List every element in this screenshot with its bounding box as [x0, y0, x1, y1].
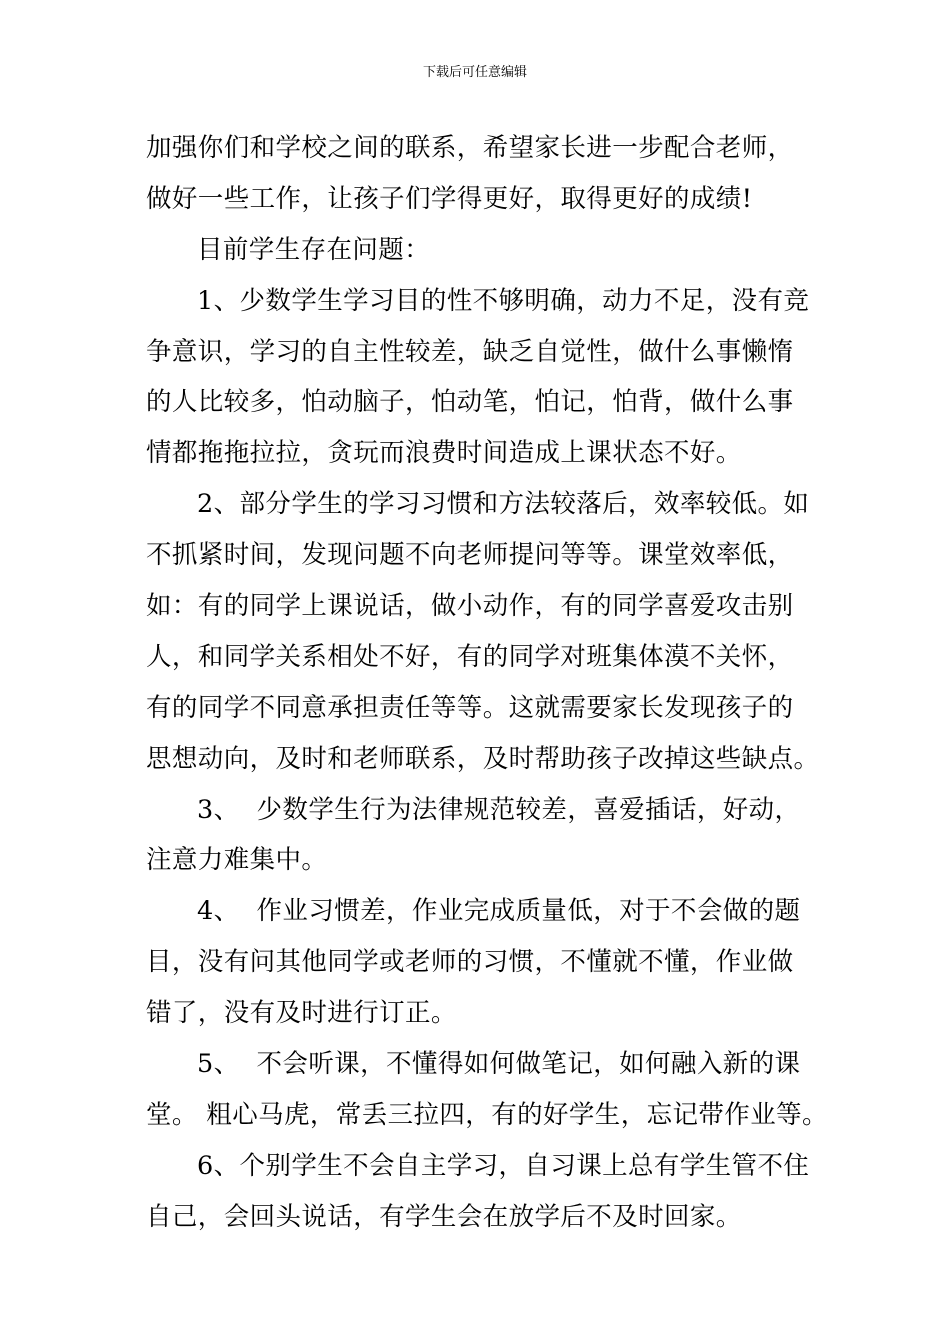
page-header: 下载后可任意编辑 [422, 65, 527, 80]
text-line: 的人比较多，怕动脑子，怕动笔，怕记，怕背，做什么事 [146, 387, 794, 418]
document-body [146, 123, 828, 1243]
paragraph-item-4 [146, 886, 816, 1039]
paragraph-intro [146, 123, 816, 225]
paragraph-item-3 [146, 785, 816, 887]
text-line: 6、个别学生不会自主学习，自习课上总有学生管不住 [197, 1150, 810, 1181]
text-line: 3、 少数学生行为法律规范较差，喜爱插话，好动， [197, 794, 801, 825]
text-line: 如：有的同学上课说话，做小动作，有的同学喜爱攻击别 [146, 591, 794, 622]
text-line: 1、少数学生学习目的性不够明确，动力不足，没有竞 [197, 285, 810, 316]
text-line: 2、部分学生的学习习惯和方法较落后，效率较低。如 [197, 489, 810, 520]
paragraph-problems-heading [146, 225, 816, 276]
text-line: 自己，会回头说话，有学生会在放学后不及时回家。 [146, 1201, 742, 1232]
text-line: 注意力难集中。 [146, 845, 328, 876]
text-line: 错了，没有及时进行订正。 [146, 998, 457, 1029]
paragraph-item-5 [146, 1039, 828, 1141]
text-line: 目，没有问其他同学或老师的习惯，不懂就不懂，作业做 [146, 947, 794, 978]
text-line: 人，和同学关系相处不好，有的同学对班集体漠不关怀， [146, 641, 794, 672]
text-line: 争意识，学习的自主性较差，缺乏自觉性，做什么事懒惰 [146, 336, 794, 367]
text-line: 4、 作业习惯差，作业完成质量低，对于不会做的题 [197, 896, 801, 927]
text-line: 加强你们和学校之间的联系，希望家长进一步配合老师， [146, 133, 794, 163]
text-line: 做好一些工作，让孩子们学得更好，取得更好的成绩! [146, 183, 753, 214]
paragraph-item-6 [146, 1141, 816, 1243]
text-line: 堂。 粗心马虎，常丢三拉四，有的好学生，忘记带作业等。 [146, 1099, 828, 1130]
text-line: 有的同学不同意承担责任等等。这就需要家长发现孩子的 [146, 692, 794, 723]
text-line: 情都拖拖拉拉，贪玩而浪费时间造成上课状态不好。 [146, 438, 742, 469]
text-line: 不抓紧时间，发现问题不向老师提问等等。课堂效率低， [146, 540, 794, 571]
paragraph-item-2 [146, 479, 820, 784]
text-line: 5、 不会听课，不懂得如何做笔记，如何融入新的课 [197, 1049, 801, 1080]
paragraph-item-1 [146, 276, 816, 480]
text-line: 思想动向，及时和老师联系，及时帮助孩子改掉这些缺点。 [146, 743, 820, 774]
section-heading: 目前学生存在问题： [197, 234, 431, 265]
